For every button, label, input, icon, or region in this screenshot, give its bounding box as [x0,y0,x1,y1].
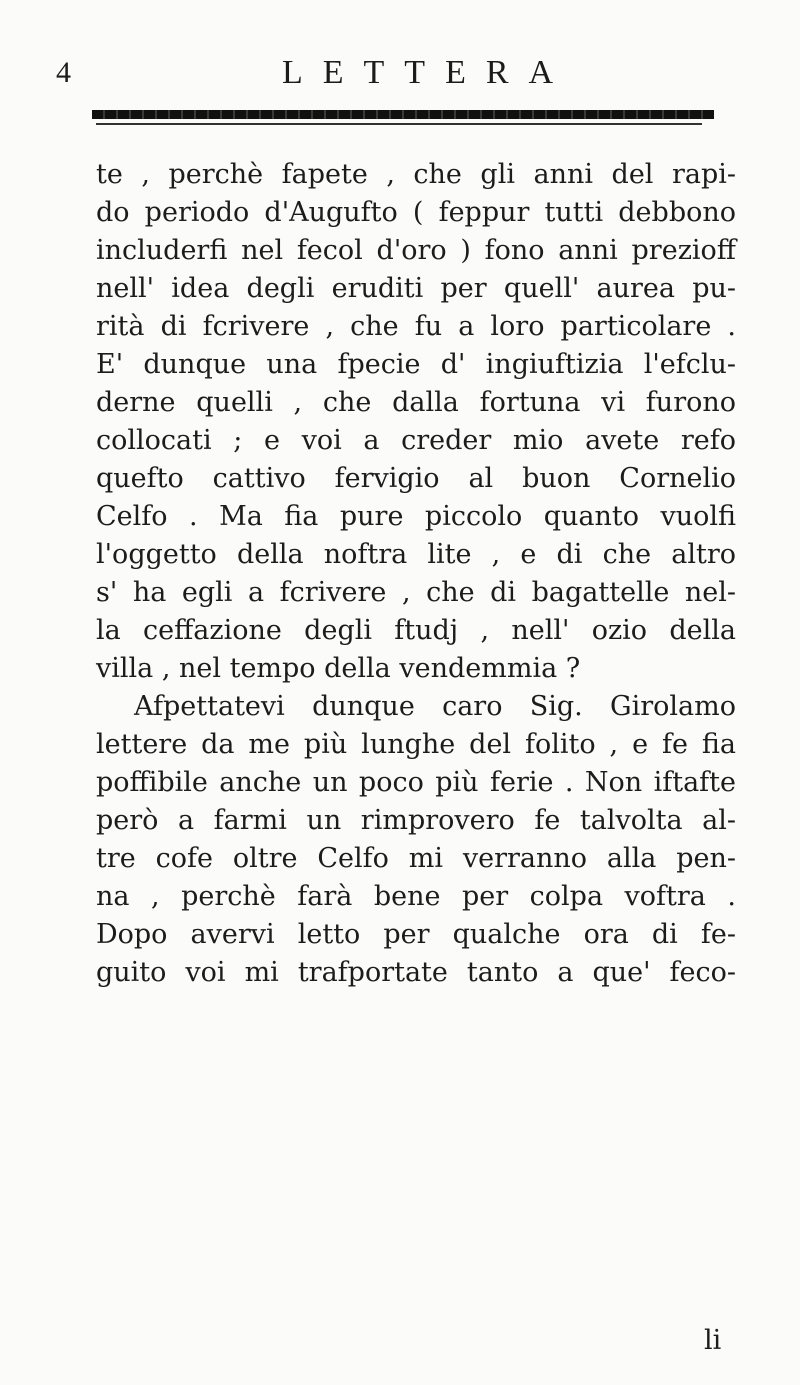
text-line: l'oggetto della noftra lite , e di che altro [96,539,736,570]
text-line: poffibile anche un poco più ferie . Non iftafte [96,767,736,798]
text-line: lettere da me più lunghe del folito , e fe fia [96,729,736,760]
header-ornamental-rule [92,110,714,119]
text-line: na , perchè farà bene per colpa voftra . [96,881,736,912]
text-line: derne quelli , che dalla fortuna vi furono [96,387,736,418]
text-line: collocati ; e voi a creder mio avete refo [96,425,736,456]
text-line: te , perchè fapete , che gli anni del rapi- [96,159,736,190]
catchword: li [704,1325,722,1356]
running-head: LETTERA [282,54,574,91]
text-line: s' ha egli a fcrivere , che di bagattelle nel- [96,577,736,608]
page-number: 4 [56,56,71,89]
text-line: includerfi nel fecol d'oro ) fono anni prezioff [96,235,736,266]
text-line: do periodo d'Augufto ( feppur tutti debbono [96,197,736,228]
text-line: E' dunque una fpecie d' ingiuftizia l'efclu- [96,349,736,380]
text-line: rità di fcrivere , che fu a loro particolare . [96,311,736,342]
text-line: guito voi mi trafportate tanto a que' feco- [96,957,736,988]
text-line: Dopo avervi letto per qualche ora di fe- [96,919,736,950]
body-text [96,156,736,992]
text-line: Celfo . Ma fia pure piccolo quanto vuolfi [96,501,736,532]
text-line-paragraph-end: villa , nel tempo della vendemmia ? [96,653,581,684]
header-thin-rule [96,123,702,125]
text-line: la ceffazione degli ftudj , nell' ozio della [96,615,736,646]
text-line: quefto cattivo fervigio al buon Cornelio [96,463,736,494]
text-line: nell' idea degli eruditi per quell' aurea pu- [96,273,736,304]
text-line: tre cofe oltre Celfo mi verranno alla pen- [96,843,736,874]
text-line-paragraph-start: Afpettatevi dunque caro Sig. Girolamo [134,691,736,722]
text-line: però a farmi un rimprovero fe talvolta al- [96,805,736,836]
